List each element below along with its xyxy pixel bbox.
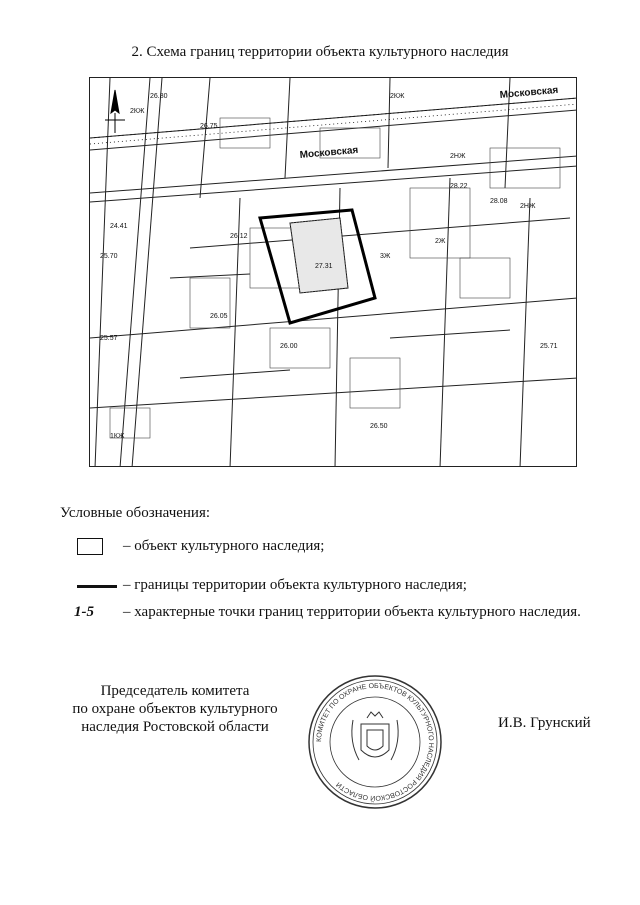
map-label: 25.70	[100, 253, 118, 260]
map-label: 24.41	[110, 223, 128, 230]
signatory-position	[60, 682, 290, 736]
map-drawing	[90, 78, 577, 467]
official-seal	[305, 672, 445, 812]
street-label-2: Московская	[499, 84, 559, 101]
territory-map	[89, 77, 577, 467]
map-label: 26.75	[200, 123, 218, 130]
heritage-object-outline	[290, 218, 348, 293]
map-label: 1КЖ	[110, 433, 125, 440]
legend-symbol	[60, 577, 120, 597]
map-label: 2НЖ	[450, 153, 466, 160]
map-label: 27.31	[315, 263, 333, 270]
legend-text: – объект культурного наследия;	[123, 538, 325, 554]
position-line: по охране объектов культурного	[72, 701, 278, 717]
legend-text: – границы территории объекта культурного наследия;	[123, 577, 467, 593]
map-label: 28.08	[490, 198, 508, 205]
map-label: 3Ж	[380, 253, 391, 260]
legend-symbol	[60, 604, 120, 624]
map-label: 26.12	[230, 233, 248, 240]
position-line: Председатель комитета	[100, 683, 250, 699]
legend-text: – характерные точки границ территории объекта культурного наследия.	[123, 604, 581, 620]
legend-title: Условные обозначения:	[60, 505, 211, 521]
points-code: 1-5	[74, 604, 94, 620]
map-label: 26.05	[210, 313, 228, 320]
map-label: 2КЖ	[130, 108, 145, 115]
boundary-line-icon	[77, 585, 117, 588]
map-label: 26.00	[280, 343, 298, 350]
signer-name: И.В. Грунский	[498, 715, 591, 731]
map-label: 28.22	[450, 183, 468, 190]
map-label: 2КЖ	[390, 93, 405, 100]
svg-text:КОМИТЕТ ПО ОХРАНЕ ОБЪЕКТОВ КУЛ: КОМИТЕТ ПО ОХРАНЕ ОБЪЕКТОВ КУЛЬТУРНОГО НАСЛЕДИЯ РОСТОВСКОЙ ОБЛАСТИ	[315, 682, 435, 802]
map-label: 26.80	[150, 93, 168, 100]
legend-symbol	[60, 538, 120, 558]
position-line: наследия Ростовской области	[81, 719, 269, 735]
map-label: 2Ж	[435, 238, 446, 245]
map-label: 26.50	[370, 423, 388, 430]
page-title: 2. Схема границ территории объекта культурного наследия	[131, 44, 509, 60]
map-label: 25.57	[100, 335, 118, 342]
coat-of-arms-icon	[352, 712, 398, 760]
map-label: 25.71	[540, 343, 558, 350]
map-label: 2НЖ	[520, 203, 536, 210]
street-label: Московская	[299, 144, 359, 161]
object-box-icon	[77, 538, 103, 555]
